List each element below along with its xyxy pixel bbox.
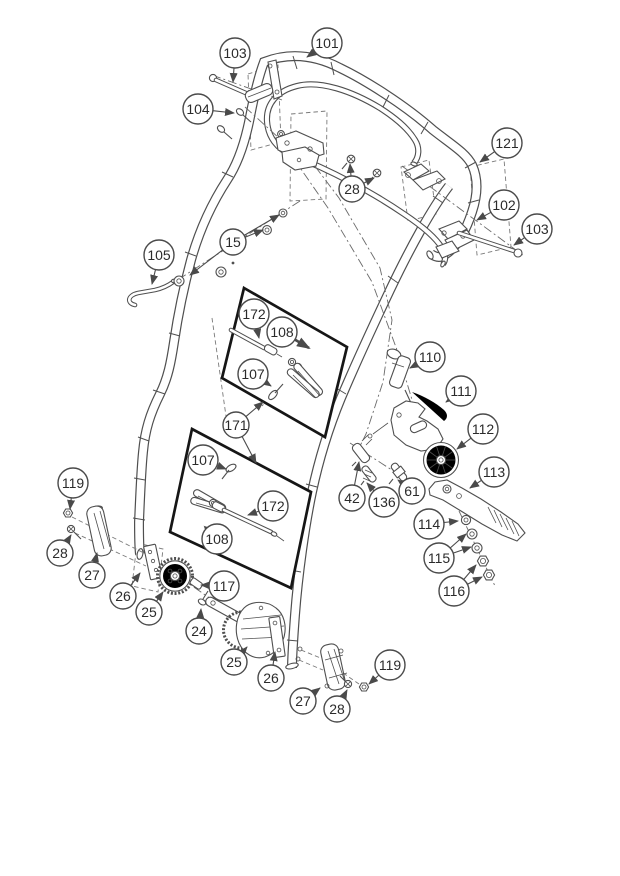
leader-line (131, 573, 140, 586)
callout-number: 104 (186, 100, 210, 117)
callout-number: 101 (315, 34, 339, 51)
callout-number: 28 (52, 544, 68, 561)
leader-line (246, 402, 263, 417)
leader-line (444, 521, 458, 523)
callout-25-2 (221, 647, 247, 675)
callout-number: 113 (482, 463, 506, 480)
callout-26 (110, 573, 140, 609)
clamp-dash-1 (301, 650, 323, 659)
clamp-dash-2 (299, 660, 323, 670)
leader-line (67, 535, 71, 542)
callout-114 (414, 509, 458, 539)
callout-113 (470, 457, 509, 488)
callout-number: 103 (525, 220, 549, 237)
callout-101 (307, 28, 342, 58)
right-bail-bracket-upper (404, 164, 445, 190)
leader-line (244, 215, 279, 235)
leader-line (213, 111, 234, 113)
callout-number: 114 (417, 515, 441, 532)
hex-nut (477, 556, 488, 566)
callout-111 (446, 376, 476, 406)
leader-line (369, 675, 379, 684)
callout-108-2 (202, 524, 232, 554)
callout-number: 107 (191, 451, 215, 468)
callout-28-3 (324, 690, 350, 722)
callout-number: 103 (223, 44, 247, 61)
callout-105 (144, 240, 174, 284)
callout-number: 121 (495, 134, 519, 151)
callout-121 (480, 128, 522, 162)
callout-25 (136, 592, 163, 625)
leader-line (367, 483, 374, 491)
clevis-pin-103-right (459, 233, 522, 257)
leader-line (233, 68, 234, 82)
callout-number: 116 (442, 582, 466, 599)
callout-number: 119 (378, 656, 402, 673)
leader-line (480, 152, 495, 162)
callout-119-2 (369, 650, 405, 684)
callout-110 (410, 342, 445, 372)
callout-number: 119 (61, 474, 85, 491)
gear-wheel-25 (158, 559, 193, 594)
leader-line (470, 480, 482, 488)
callout-number: 24 (191, 622, 207, 639)
callout-24 (186, 609, 212, 644)
callout-number: 42 (344, 489, 360, 506)
leader-line (464, 565, 476, 580)
callout-115 (424, 534, 471, 573)
callout-number: 105 (147, 246, 171, 263)
bushing-110 (388, 355, 411, 390)
hex-nut-119 (359, 683, 368, 691)
callout-number: 61 (404, 482, 420, 499)
callout-number: 28 (344, 180, 360, 197)
leader-line (200, 609, 201, 618)
callout-number: 112 (471, 420, 495, 437)
cable-wheel-112 (424, 443, 459, 478)
leader-line (350, 164, 351, 176)
callout-42 (339, 462, 365, 511)
callout-number: 171 (224, 416, 248, 433)
cable-barrel-42 (351, 442, 371, 464)
callout-117 (201, 571, 239, 601)
center-cable-bracket (276, 131, 324, 170)
callout-number: 172 (242, 305, 266, 322)
cable-guide-hook-105 (129, 279, 176, 305)
leader-line (70, 498, 71, 509)
callout-104 (183, 94, 234, 124)
standoff-117 (189, 577, 203, 590)
callout-number: 172 (261, 497, 285, 514)
callout-number: 110 (418, 348, 442, 365)
callout-number: 111 (450, 382, 472, 399)
leader-line (313, 688, 320, 693)
pin-head (514, 249, 522, 257)
callout-number: 25 (226, 653, 242, 670)
callout-102 (477, 190, 519, 220)
callout-28 (339, 164, 374, 202)
callout-number: 27 (84, 566, 100, 583)
callout-103-2 (514, 214, 552, 245)
callout-number: 107 (241, 365, 265, 382)
leader-line (157, 592, 164, 601)
leader-line (467, 577, 482, 584)
leader-line (450, 534, 466, 548)
callout-number: 26 (115, 587, 131, 604)
callout-103 (220, 38, 250, 82)
callout-136 (367, 483, 399, 517)
callout-number: 25 (141, 603, 157, 620)
callout-number: 108 (205, 530, 229, 547)
callout-28-2 (47, 535, 73, 566)
leader-line (453, 547, 471, 553)
callout-number: 26 (263, 669, 279, 686)
leader-line (457, 438, 471, 449)
callout-number: 136 (372, 493, 396, 510)
leader-line (410, 364, 417, 368)
hex-nut (483, 570, 494, 580)
callout-number: 108 (270, 323, 294, 340)
callout-number: 27 (295, 692, 311, 709)
callout-number: 15 (225, 233, 241, 250)
callout-27 (79, 553, 105, 588)
callout-number: 28 (329, 700, 345, 717)
hex-nut-119 (63, 509, 72, 517)
leader-line (152, 270, 156, 284)
callout-number: 117 (212, 577, 236, 594)
callout-number: 102 (492, 196, 516, 213)
callout-number: 115 (427, 549, 451, 566)
callout-61 (398, 478, 425, 504)
leader-line (355, 462, 360, 485)
leader-line (95, 553, 97, 562)
leader-line (343, 690, 347, 698)
callout-112 (457, 414, 498, 449)
callout-119 (58, 468, 88, 509)
leader-line (514, 238, 525, 245)
leader-line (477, 212, 491, 220)
callout-27-2 (290, 688, 320, 714)
